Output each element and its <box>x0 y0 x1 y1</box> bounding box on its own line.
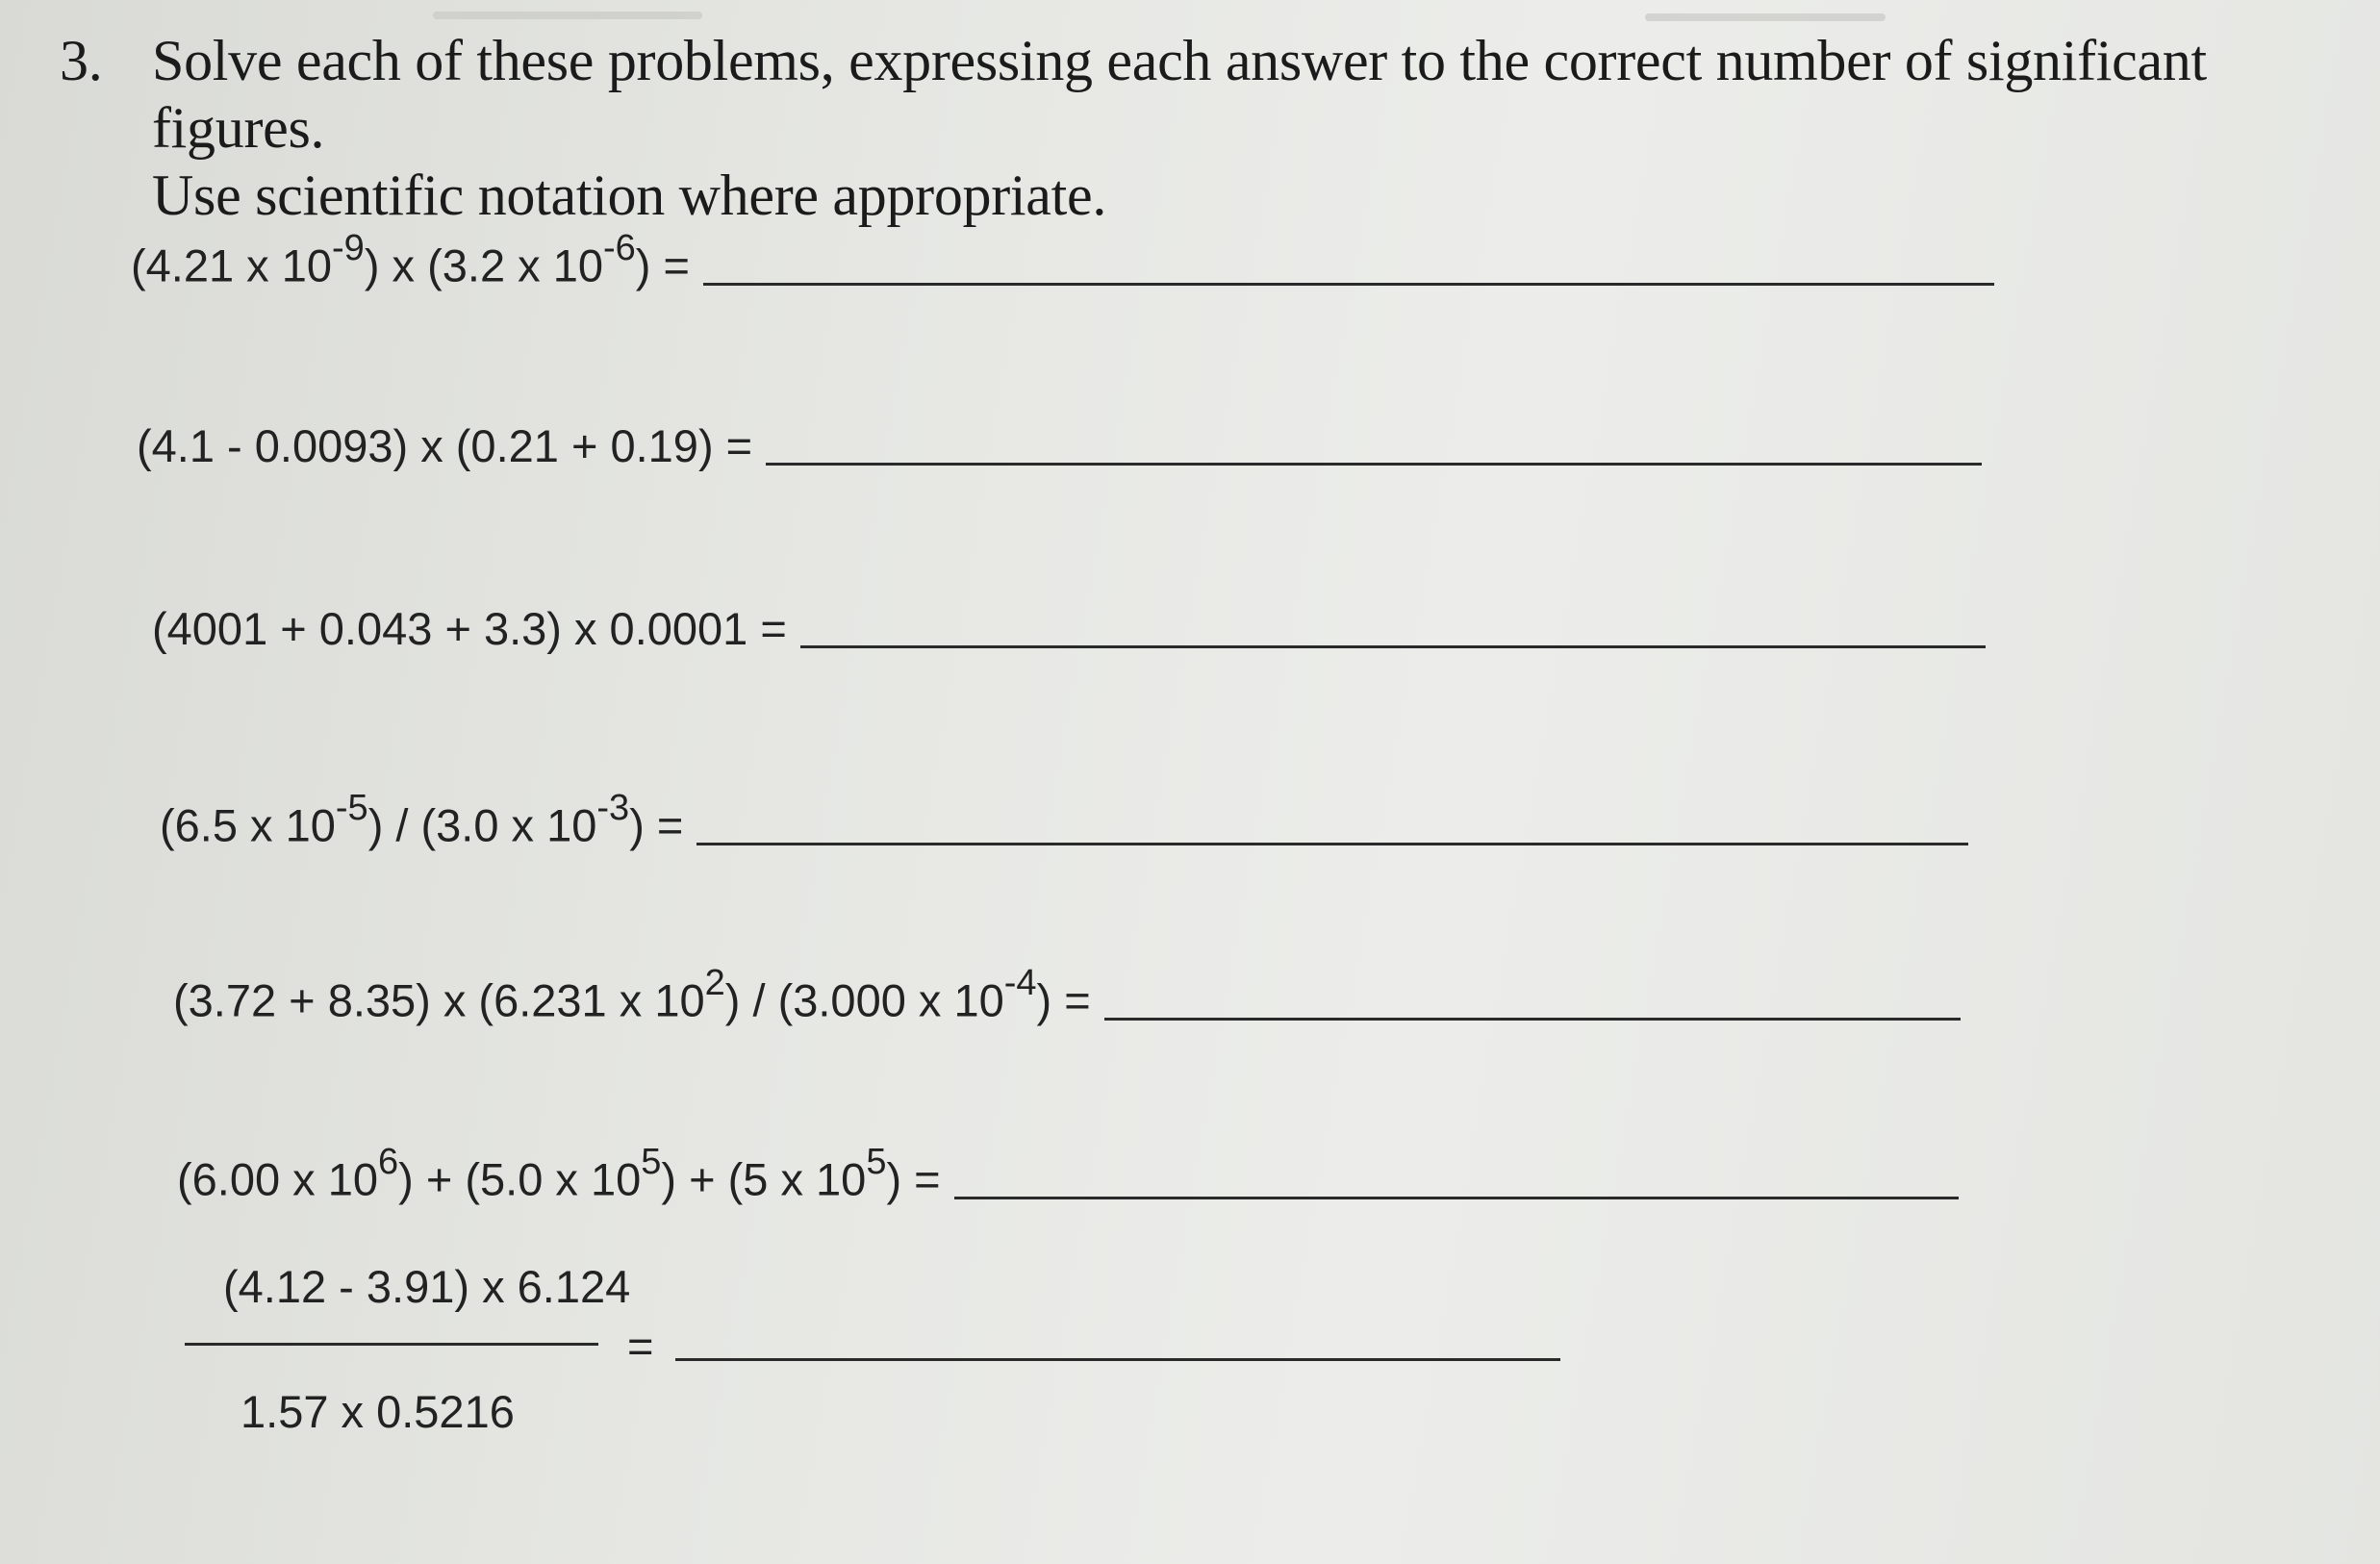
exponent: 5 <box>866 1142 887 1182</box>
problem-expression <box>177 1141 941 1207</box>
exponent: -5 <box>335 788 368 828</box>
expression-text: ) / (3.0 x 10 <box>367 799 597 851</box>
expression-text: ) / (3.000 x 10 <box>724 974 1004 1026</box>
expression-text: ) = <box>635 240 690 291</box>
fraction-numerator: (4.12 - 3.91) x 6.124 <box>223 1261 631 1312</box>
answer-line[interactable] <box>766 453 1982 466</box>
problem-5 <box>173 962 1961 1028</box>
problem-1 <box>131 227 1994 293</box>
answer-line[interactable] <box>696 833 1968 845</box>
problem-6 <box>177 1141 1959 1207</box>
problem-expression <box>131 227 690 293</box>
expression-text: ) + (5.0 x 10 <box>398 1153 642 1205</box>
question-number: 3. <box>60 29 103 92</box>
exponent: 5 <box>641 1142 662 1182</box>
expression-text: (4001 + 0.043 + 3.3) x 0.0001 = <box>152 603 787 654</box>
expression-text: ) = <box>1036 974 1091 1026</box>
fraction-denominator: 1.57 x 0.5216 <box>241 1386 515 1437</box>
exponent: 6 <box>378 1142 399 1182</box>
problem-2 <box>137 419 1982 473</box>
fraction-bar <box>185 1343 598 1346</box>
answer-line[interactable] <box>800 636 1986 648</box>
problem-expression <box>137 419 752 473</box>
exponent: -9 <box>332 228 365 268</box>
faint-mark <box>433 12 702 19</box>
expression-text: ) = <box>629 799 684 851</box>
answer-line[interactable] <box>1104 1008 1961 1021</box>
expression-text: ) x (3.2 x 10 <box>364 240 603 291</box>
answer-line[interactable] <box>954 1187 1959 1199</box>
fraction-equals: = <box>627 1321 654 1372</box>
exponent: 2 <box>704 963 725 1003</box>
problem-3 <box>152 602 1986 656</box>
faint-mark <box>1645 13 1886 21</box>
expression-text: (6.5 x 10 <box>160 799 336 851</box>
problem-expression <box>152 602 787 656</box>
problem-4 <box>160 787 1968 853</box>
problem-expression <box>160 787 683 853</box>
expression-text: ) + (5 x 10 <box>661 1153 867 1205</box>
expression-text: (6.00 x 10 <box>177 1153 379 1205</box>
exponent: -3 <box>596 788 630 828</box>
expression-text: (4.21 x 10 <box>131 240 333 291</box>
answer-line[interactable] <box>675 1358 1560 1361</box>
instruction-line-2: Use scientific notation where appropriate. <box>152 164 1107 227</box>
problem-expression <box>173 962 1091 1028</box>
instruction-line-1: Solve each of these problems, expressing each answer to the correct number of significant figures. <box>152 29 2207 160</box>
expression-text: ) = <box>886 1153 941 1205</box>
expression-text: (4.1 - 0.0093) x (0.21 + 0.19) = <box>137 420 753 471</box>
expression-text: (3.72 + 8.35) x (6.231 x 10 <box>173 974 705 1026</box>
exponent: -6 <box>602 228 636 268</box>
question-instructions <box>152 27 2365 229</box>
exponent: -4 <box>1003 963 1037 1003</box>
answer-line[interactable] <box>703 273 1994 286</box>
